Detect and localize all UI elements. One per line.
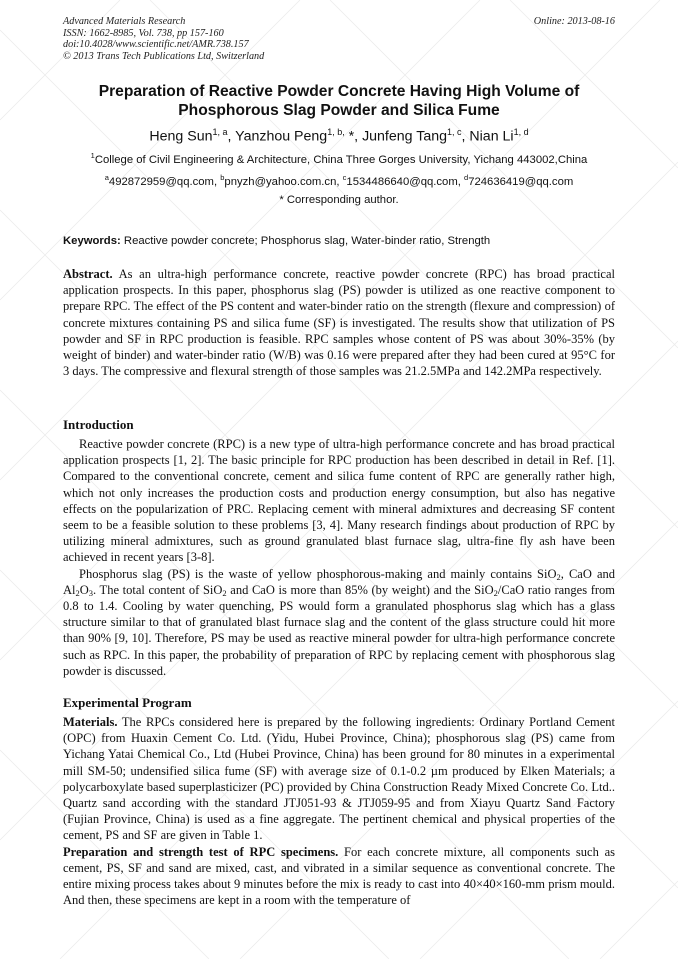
affiliation-text: College of Civil Engineering & Architecture, China Three Gorges University, Yichang 443002,China [94, 153, 588, 166]
journal-header [63, 16, 615, 62]
title-line-1: Preparation of Reactive Powder Concrete Having High Volume of [98, 83, 580, 100]
keywords-text: Reactive powder concrete; Phosphorus slag, Water-binder ratio, Strength [120, 235, 491, 247]
affiliation-mark: 1 [90, 151, 95, 160]
experimental-heading: Experimental Program [63, 695, 192, 710]
corresponding-note: * Corresponding author. [279, 194, 399, 206]
email-link[interactable]: 492872959@qq.com, [108, 175, 221, 188]
intro-paragraph-2: Phosphorus slag (PS) is the waste of yellow phosphorous-making and mainly contains SiO$_2$, CaO and $Al_2O_3$. The total content of SiO$_2$ and CaO is more than 85% (by weight) and the SiO$_2$/CaO ratio ranges from 0.8 to 1.4. Cooling by water quenching, PS would form a granulated phosphorus slag which has a glass structure similar to that of granulated blast furnace slag and the content of the glass structure could hit more than 90% [9, 10]. Therefore, PS may be used as reactive mineral powder for ultra-high performance concrete such as RPC. In this paper, the probability of preparation of RPC by replacing cement with phosphorous slag powder is discussed. [63, 566, 615, 678]
email-link[interactable]: pnyzh@yahoo.com.cn, [224, 175, 343, 188]
abstract-text: As an ultra-high performance concrete, reactive powder concrete (RPC) has broad practical application prospects. In this paper, phosphorus slag (PS) powder is utilized as one reactive component to prepare RPC. The effect of the PS content and water-binder ratio on the strength (flexure and compression) of concrete mixtures containing PS and silica fume (SF) is investigated. The results show that utilization of PS powder and SF in RPC production is feasible. RPC samples whose content of PS was about 30%-35% (by weight of binder) and water-binder ratio (W/B) was 0.16 were prepared after they had been cured at 95°C for 3 days. The compressive and flexural strength of those samples was 21.2.5MPa and 142.2MPa respectively. [63, 267, 615, 379]
preparation-label: Preparation and strength test of RPC specimens. [63, 844, 339, 859]
author-affil-mark: 1, c [447, 127, 462, 137]
issn-line: ISSN: 1662-8985, Vol. 738, pp 157-160 [63, 27, 224, 39]
abstract [63, 266, 615, 379]
paper-title [40, 82, 638, 120]
email-link[interactable]: 724636419@qq.com [468, 175, 574, 188]
experimental-body [63, 714, 615, 908]
email-mark: a [104, 173, 109, 182]
author-separator: , [227, 128, 236, 145]
introduction-body [63, 436, 615, 679]
author-name: Heng Sun [149, 128, 213, 145]
author-list [40, 123, 638, 146]
online-date: Online: 2013-08-16 [533, 16, 615, 27]
email-list [40, 171, 638, 189]
author-name: Nian Li [469, 128, 514, 145]
email-link[interactable]: 1534486640@qq.com, [346, 175, 465, 188]
introduction-heading: Introduction [63, 417, 134, 432]
intro-paragraph-1: Reactive powder concrete (RPC) is a new type of ultra-high performance concrete and has broad practical application prospects [1, 2]. The basic principle for RPC production has been described in detail in Ref. [1]. Compared to the conventional concrete, cement and silica fume content of RPC are generally rather high, which not only increases the production costs and production energy consumption, but also has negative effects on the popularization of PRC. Replacing cement with mineral admixtures and decreasing SF content seem to be a feasible solution to these problems [3, 4]. Many research findings about production of RPC by utilizing mineral admixtures, such as ground granulated blast furnace slag, ultra-fine fly ash have been achieved in recent years [3-8]. [63, 437, 615, 565]
keywords [63, 234, 615, 248]
copyright-line: © 2013 Trans Tech Publications Ltd, Switzerland [63, 50, 265, 62]
preparation-paragraph [63, 844, 615, 909]
title-line-2: Phosphorous Slag Powder and Silica Fume [178, 102, 500, 119]
keywords-label: Keywords: [63, 235, 121, 247]
materials-paragraph [63, 714, 615, 844]
author-affil-mark: 1, d [513, 127, 529, 137]
author-separator: , [461, 128, 470, 145]
doi-line: doi:10.4028/www.scientific.net/AMR.738.157 [63, 39, 249, 51]
preparation-text: For each concrete mixture, all components such as cement, PS, SF and sand are mixed, cast, and vibrated in a similar sequence as conventional concrete. The entire mixing process takes about 9 minutes before the mix is ready to cast into 40×40×160-mm prism mould. And then, these specimens are kept in a room with the temperature of [63, 844, 615, 908]
email-mark: c [342, 173, 347, 182]
materials-label: Materials. [63, 715, 118, 729]
abstract-label: Abstract. [63, 267, 113, 281]
materials-text: The RPCs considered here is prepared by the following ingredients: Ordinary Portland Cement (OPC) from Huaxin Cement Co. Ltd. (Yidu, Hubei Province, China); phosphorous slag (PS) came from Yichang Yatai Chemical Co., Ltd (Hubei Province, China) has been ground for 80 minutes in a experimental mill SM-50; undensified silica fume (SF) with average size of 0.1-0.2 µm produced by Elken Materials; a polycarboxylate based superplasticizer (PC) provided by China Construction Ready Mixed Concrete Co. Ltd.. Quartz sand according with the standard JTJ051-93 & JTJ059-95 and from Xiayu Quartz Sand Factory (Fujian Province, China) is used as a fine aggregate. The pertinent chemical and physical properties of the cement, PS and SF are given in Table 1. [63, 715, 615, 843]
author-separator: , [354, 128, 363, 145]
author-affil-mark: 1, a [212, 127, 228, 137]
affiliation [40, 149, 638, 167]
journal-name: Advanced Materials Research [63, 16, 186, 27]
email-mark: d [464, 173, 469, 182]
email-mark: b [220, 173, 225, 182]
author-affil-mark: 1, b, [327, 127, 345, 137]
corresponding-star: * [344, 128, 355, 145]
author-name: Yanzhou Peng [235, 128, 328, 145]
author-name: Junfeng Tang [362, 128, 447, 145]
